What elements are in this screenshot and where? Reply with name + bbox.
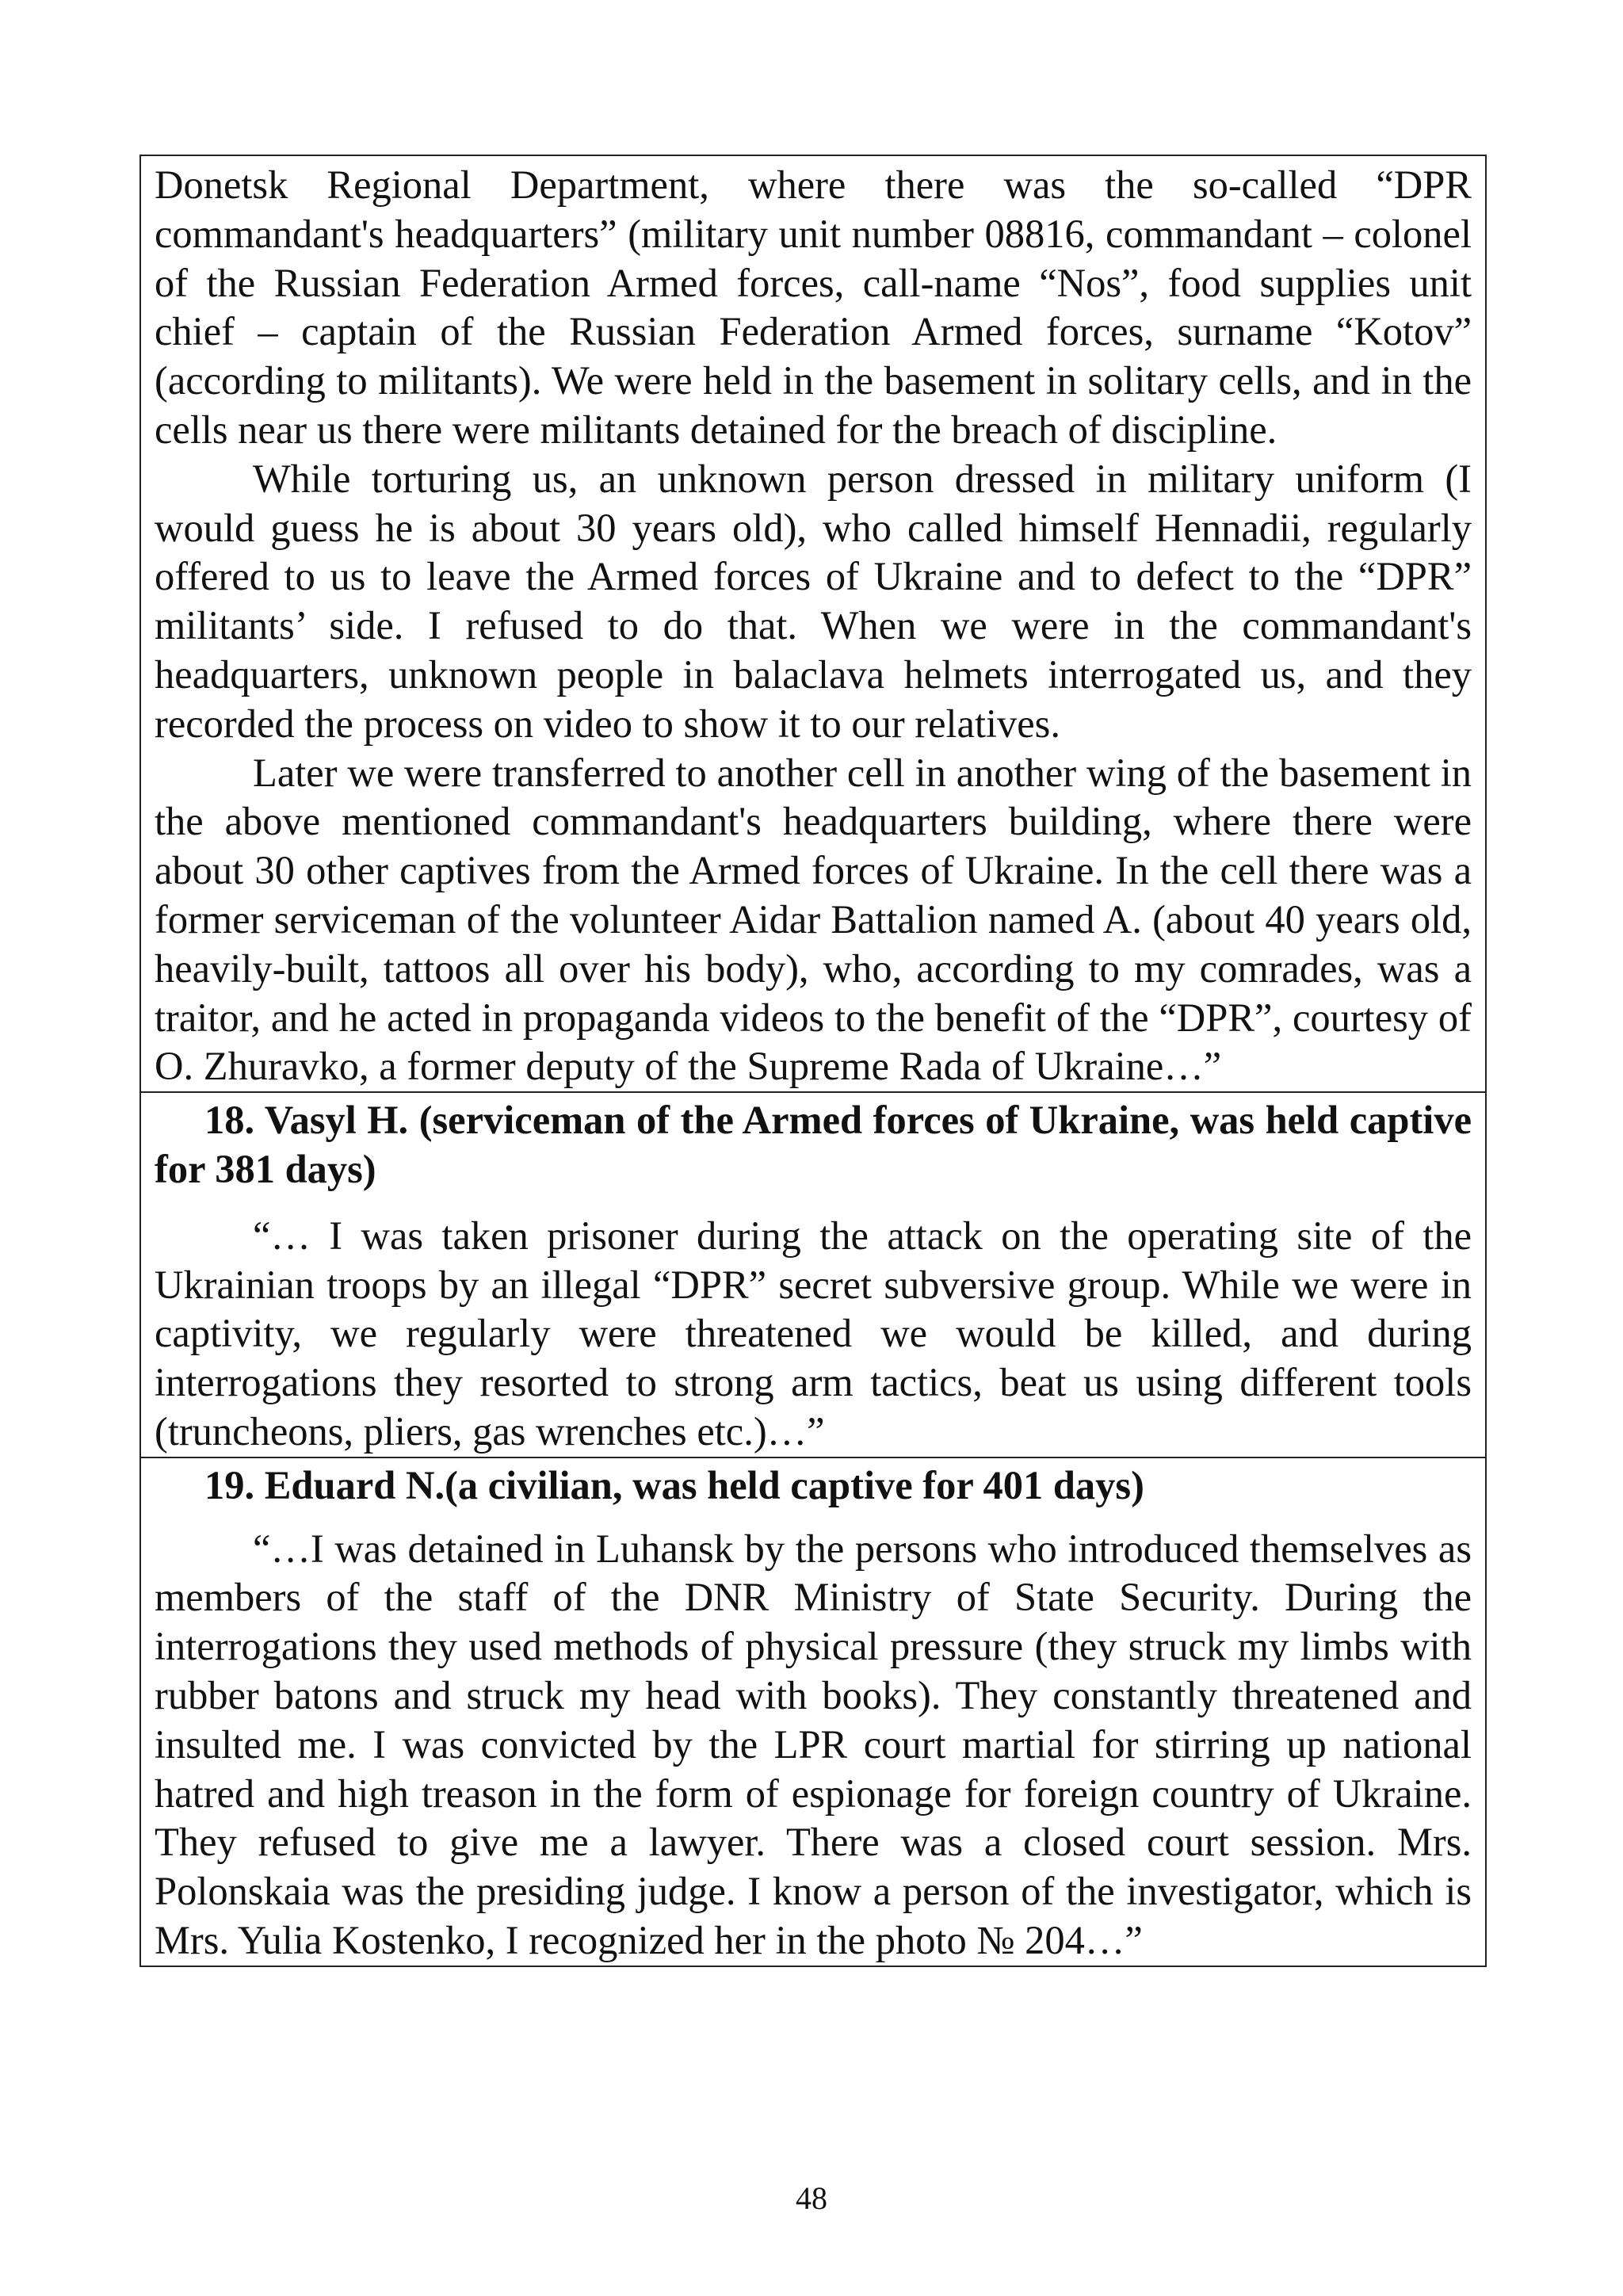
testimony-block-19: [141, 1457, 1485, 1966]
testimony-paragraph: Donetsk Regional Department, where there was the so-called “DPR commandant's headquarters” (military unit number 08816, commandant – colonel of the Russian Federation Armed forces, call-name “Nos”, food supplies unit chief – captain of the Russian Federation Armed forces, surname “Kotov” (according to militants). We were held in the basement in solitary cells, and in the cells near us there were militants detained for the breach of discipline.: [155, 162, 1472, 452]
testimony-heading: 18. Vasyl H. (serviceman of the Armed forces of Ukraine, was held captive for 381 days): [155, 1098, 1472, 1191]
testimony-table: [139, 155, 1487, 1967]
spacer: [155, 1511, 1472, 1525]
testimony-paragraph: While torturing us, an unknown person dressed in military uniform (I would guess he is about 30 years old), who called himself Hennadii, regularly offered to us to leave the Armed forces of Ukraine and to defect to the “DPR” militants’ side. I refused to do that. When we were in the commandant's headquarters, unknown people in balaclava helmets interrogated us, and they recorded the process on video to show it to our relatives.: [155, 456, 1472, 746]
page-number: 48: [796, 2180, 827, 2216]
testimony-block-continued: [141, 156, 1485, 1091]
testimony-paragraph: “… I was taken prisoner during the attack on the operating site of the Ukrainian troops by an illegal “DPR” secret subversive group. While we were in captivity, we regularly were threatened we would be killed, and during interrogations they resorted to strong arm tactics, beat us using different tools (truncheons, pliers, gas wrenches etc.)…”: [155, 1213, 1472, 1454]
spacer: [155, 1194, 1472, 1212]
testimony-paragraph: Later we were transferred to another cell in another wing of the basement in the above mentioned commandant's headquarters building, where there were about 30 other captives from the Armed forces of Ukraine. In the cell there was a former serviceman of the volunteer Aidar Battalion named A. (about 40 years old, heavily-built, tattoos all over his body), who, according to my comrades, was a traitor, and he acted in propaganda videos to the benefit of the “DPR”, courtesy of O. Zhuravko, a former deputy of the Supreme Rada of Ukraine…”: [155, 750, 1472, 1089]
testimony-heading: 19. Eduard N.(a civilian, was held captive for 401 days): [204, 1462, 1144, 1507]
testimony-paragraph: “…I was detained in Luhansk by the persons who introduced themselves as members of the staff of the DNR Ministry of State Security. During the interrogations they used methods of physical pressure (they struck my limbs with rubber batons and struck my head with books). They constantly threatened and insulted me. I was convicted by the LPR court martial for stirring up national hatred and high treason in the form of espionage for foreign country of Ukraine. They refused to give me a lawyer. There was a closed court session. Mrs. Polonskaia was the presiding judge. I know a person of the investigator, which is Mrs. Yulia Kostenko, I recognized her in the photo № 204…”: [155, 1526, 1472, 1962]
testimony-block-18: [141, 1091, 1485, 1457]
